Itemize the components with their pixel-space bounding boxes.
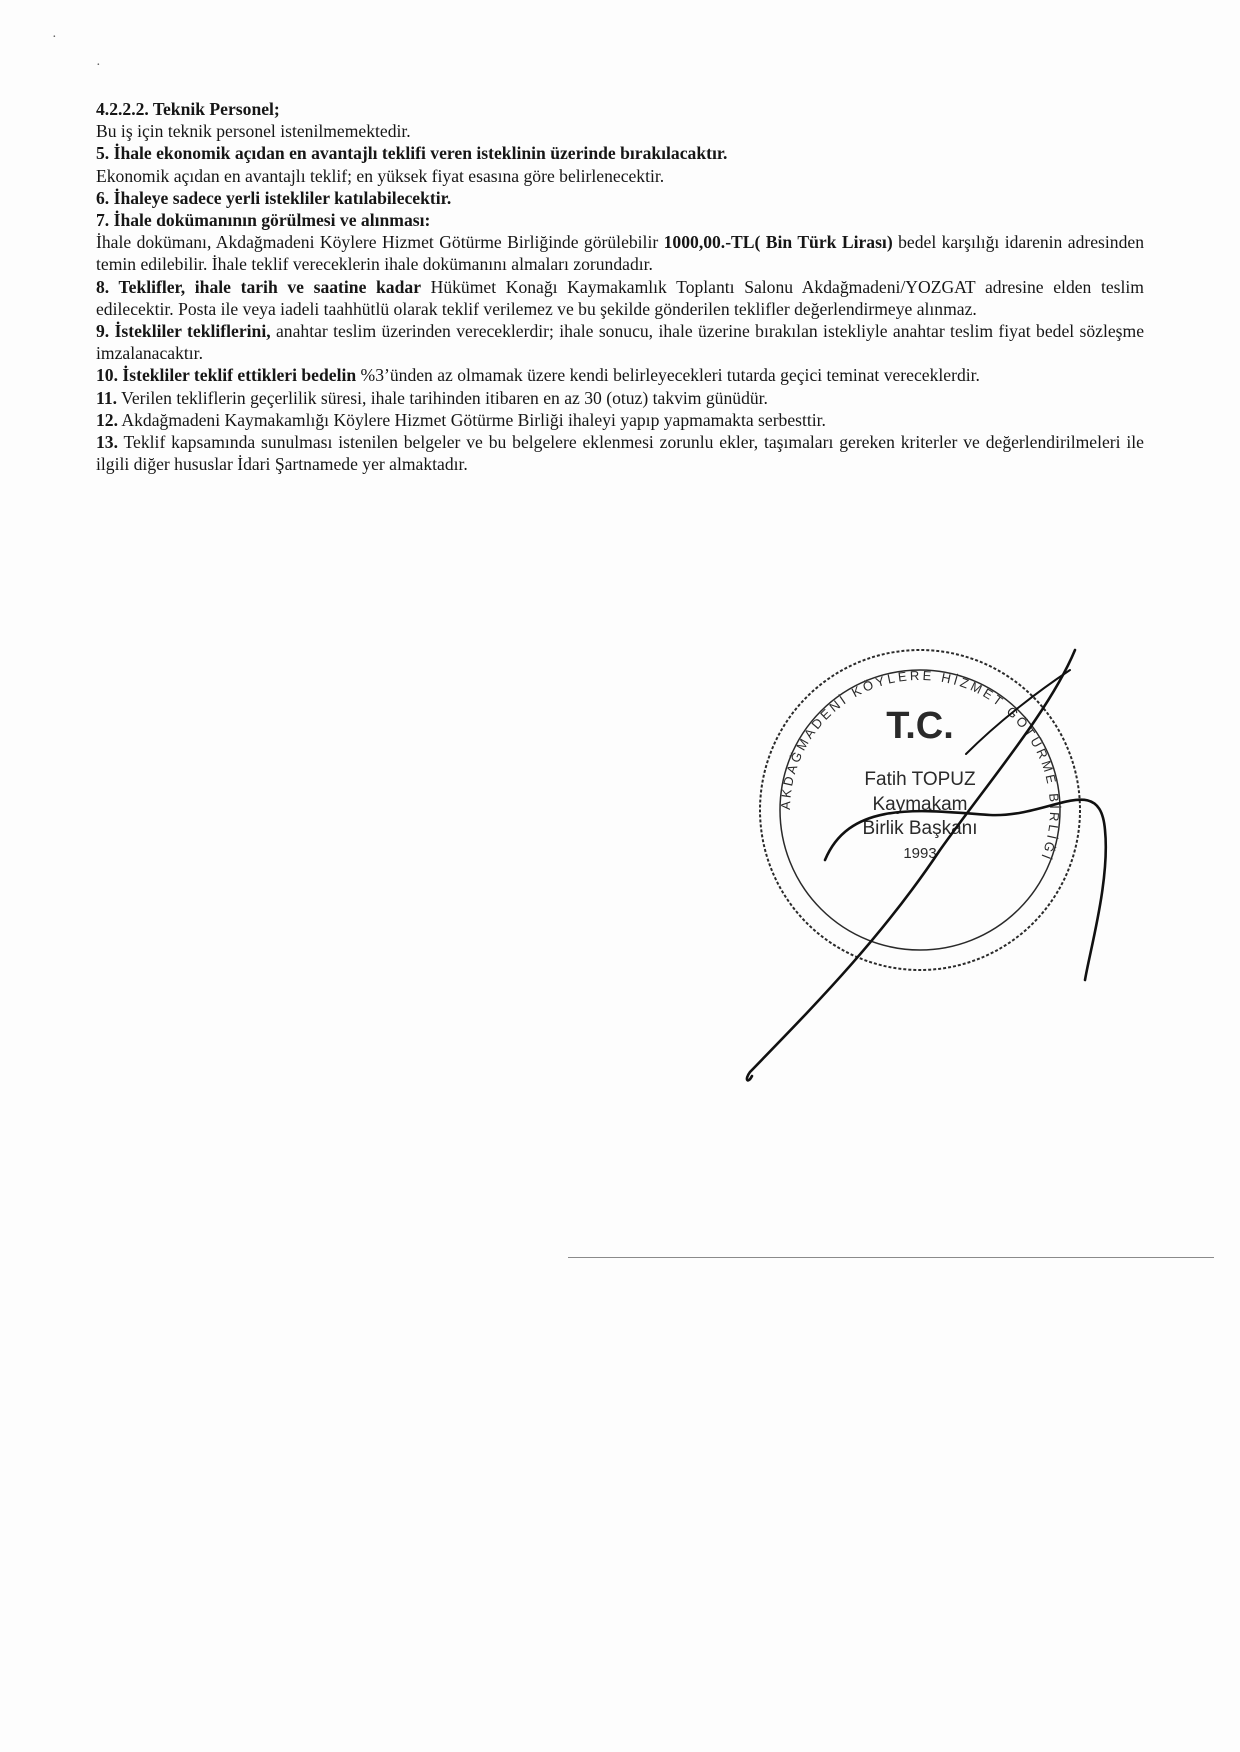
item-7-heading (96, 209, 1144, 231)
item-11 (96, 387, 1144, 409)
item-heading-text: 9. İstekliler tekliflerini, (96, 321, 271, 342)
item-number: 13. (96, 432, 118, 453)
item-heading-text: 10. İstekliler teklif ettikleri bedelin (96, 365, 357, 386)
item-10-body: %3’ünden az olmamak üzere kendi belirleyecekleri tutarda geçici teminat vereceklerdir. (356, 365, 980, 386)
item-13 (96, 431, 1144, 475)
stamp-title-1: Kaymakam (872, 794, 968, 815)
item-5-body: Ekonomik açıdan en avantajlı teklif; en yüksek fiyat esasına göre belirlenecektir. (96, 165, 665, 186)
section-heading-text: 4.2.2.2. Teknik Personel; (96, 99, 280, 119)
item-heading-text: 8. Teklifler, ihale tarih ve saatine kadar (96, 276, 421, 297)
item-heading-text: 5. İhale ekonomik açıdan en avantajlı teklifi veren isteklinin üzerinde bırakılacaktır. (96, 143, 728, 164)
item-13-body: Teklif kapsamında sunulması istenilen belgeler ve bu belgelere eklenmesi zorunlu ekler, taşımaları gereken kriterler ve değerlendirilmeleri ile ilgili diğer hususlar İdari Şartnamede yer almaktadır. (96, 432, 1144, 475)
item-9 (96, 320, 1144, 364)
scan-mark: · (96, 58, 101, 73)
item-8-body: Hükümet Konağı Kaymakamlık Toplantı Salonu Akdağmadeni/YOZGAT adresine elden teslim edilecektir. Posta ile veya iadeli taahhütlü olarak teklif verilemez ve bu şekilde gönderilen teklifler değerlendirmeye alınmaz. (96, 276, 1144, 319)
scan-mark: · (52, 30, 57, 45)
item-12 (96, 409, 1144, 431)
item-8 (96, 276, 1144, 320)
stamp-year: 1993 (903, 845, 937, 862)
item-heading-text: 6. İhaleye sadece yerli istekliler katılabilecektir. (96, 187, 452, 208)
footer-rule (568, 1257, 1214, 1258)
section-heading-teknik-personel (96, 98, 1144, 120)
item-number: 11. (96, 387, 118, 408)
item-7-body-a: İhale dokümanı, Akdağmadeni Köylere Hizmet Götürme Birliğinde görülebilir (96, 232, 664, 253)
stamp-ring-text: AKDAĞMADENİ KÖYLERE HİZMET GÖTÜRME BİRLİĞİ (777, 667, 1063, 864)
item-9-body: anahtar teslim üzerinden vereceklerdir; ihale sonucu, ihale üzerine bırakılan istekliyle anahtar teslim fiyat bedel sözleşme imzalanacaktır. (96, 321, 1145, 364)
document-body (96, 98, 1144, 475)
section-body: Bu iş için teknik personel istenilmemektedir. (96, 121, 411, 142)
official-stamp-with-signature (730, 650, 1110, 1090)
item-5-heading (96, 142, 1144, 164)
item-10 (96, 364, 1144, 386)
item-heading-text: 7. İhale dokümanının görülmesi ve alınması: (96, 210, 431, 231)
item-7-body-b: bedel karşılığı idarenin adresinden temin edilebilir. İhale teklif vereceklerin ihale dokümanını almaları zorundadır. (96, 232, 1144, 275)
item-6-heading (96, 187, 1144, 209)
stamp-title-2: Birlik Başkanı (862, 818, 978, 839)
stamp-emblem: T.C. (886, 705, 954, 747)
document-fee: 1000,00.-TL( Bin Türk Lirası) (663, 232, 893, 253)
item-number: 12. (96, 409, 118, 430)
item-7-body (96, 231, 1144, 275)
item-12-body: Akdağmadeni Kaymakamlığı Köylere Hizmet Götürme Birliği ihaleyi yapıp yapmamakta serbesttir. (118, 409, 826, 430)
item-11-body: Verilen tekliflerin geçerlilik süresi, ihale tarihinden itibaren en az 30 (otuz) takvim günüdür. (117, 387, 768, 408)
stamp-name: Fatih TOPUZ (864, 769, 976, 790)
